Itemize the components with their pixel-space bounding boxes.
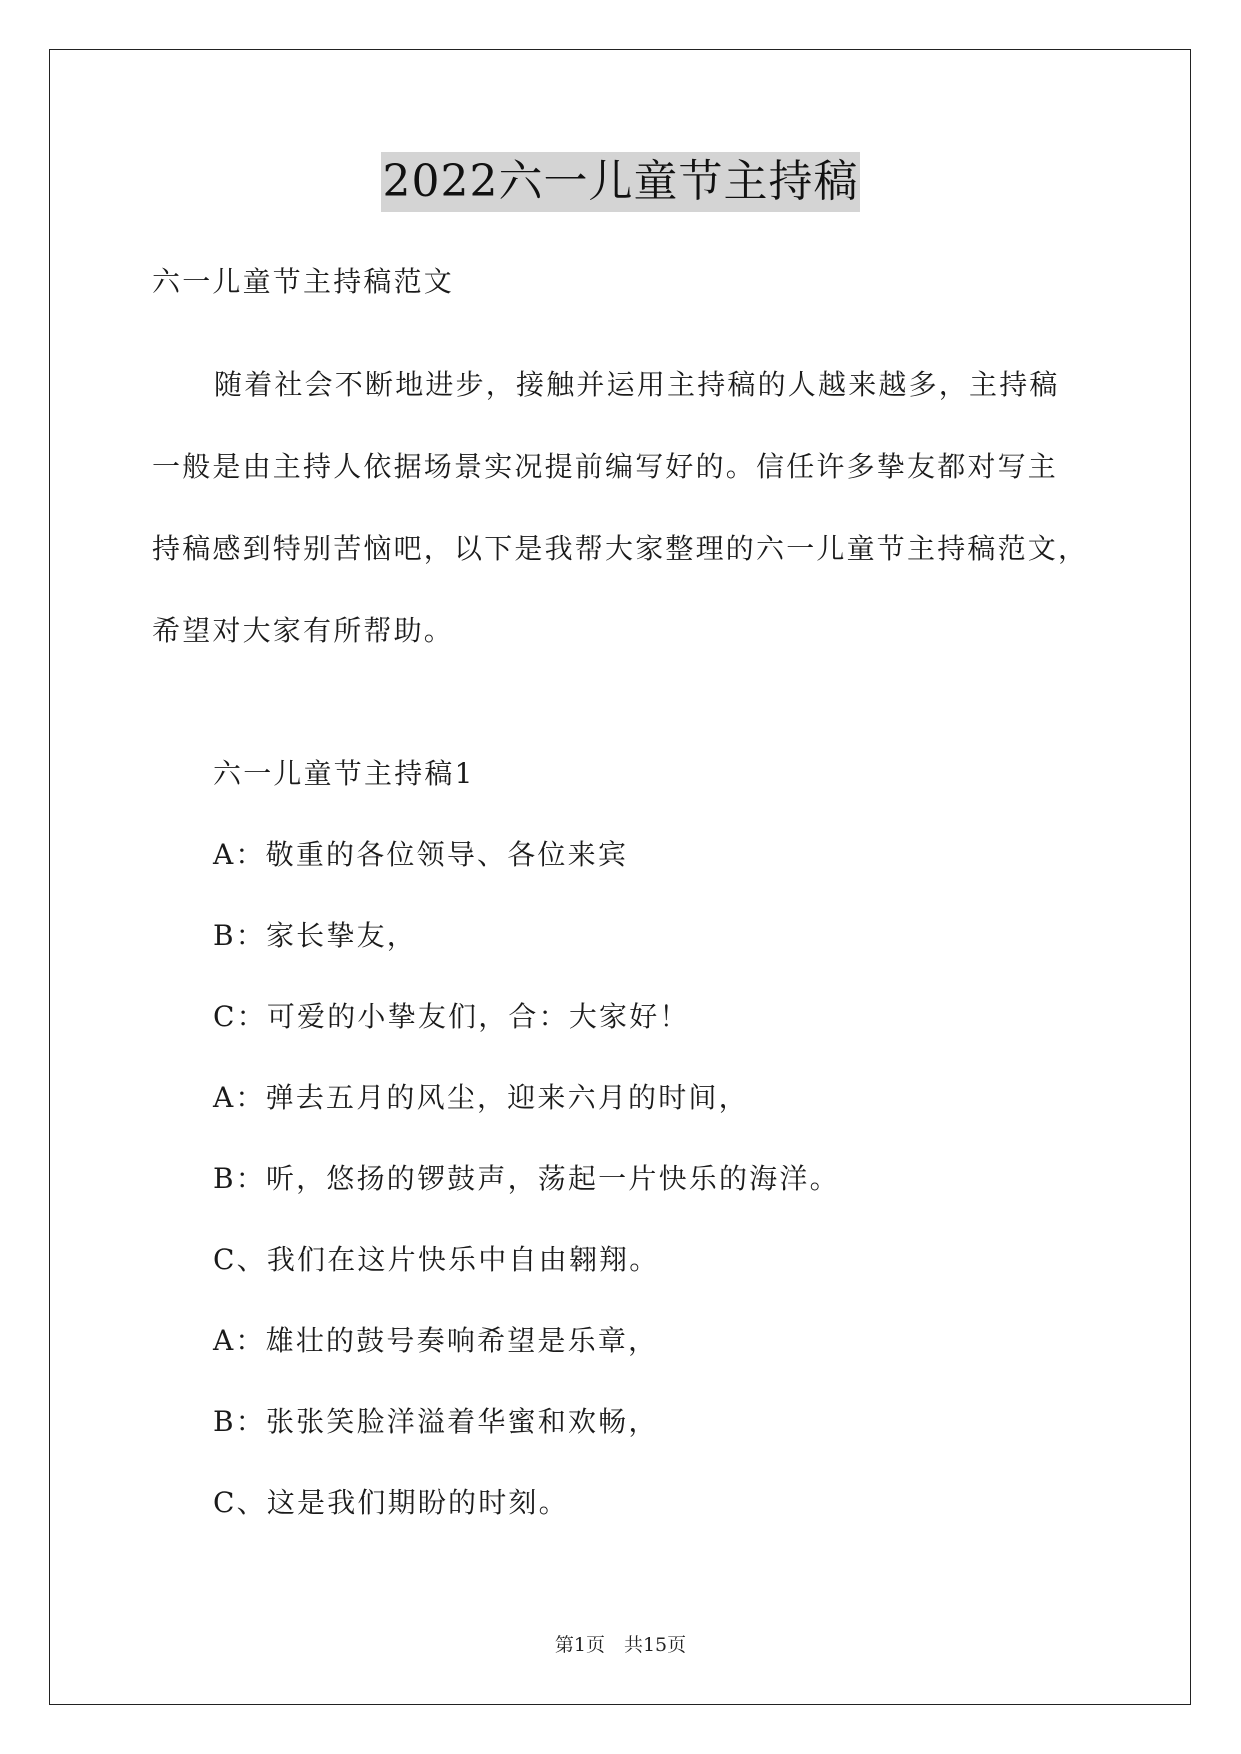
dialog-line: B：张张笑脸洋溢着华蜜和欢畅， — [213, 1405, 659, 1438]
dialog-line: C、我们在这片快乐中自由翱翔。 — [213, 1243, 660, 1276]
dialog-line: C、这是我们期盼的时刻。 — [213, 1486, 569, 1519]
dialog-line: A：弹去五月的风尘，迎来六月的时间， — [213, 1081, 749, 1114]
intro-line: 随着社会不断地进步，接触并运用主持稿的人越来越多，主持稿 — [214, 368, 1060, 401]
document-title: 2022六一儿童节主持稿 — [381, 152, 861, 212]
intro-line: 一般是由主持人依据场景实况提前编写好的。信任许多挚友都对写主 — [152, 450, 1059, 483]
document-subtitle: 六一儿童节主持稿范文 — [152, 265, 455, 298]
dialog-line: C：可爱的小挚友们，合：大家好！ — [213, 1000, 690, 1033]
title-container — [0, 152, 1241, 212]
dialog-line: B：听，悠扬的锣鼓声，荡起一片快乐的海洋。 — [213, 1162, 840, 1195]
section-heading: 六一儿童节主持稿1 — [213, 757, 475, 790]
dialog-line: A：雄壮的鼓号奏响希望是乐章， — [213, 1324, 659, 1357]
intro-line: 希望对大家有所帮助。 — [152, 614, 455, 647]
intro-paragraph — [152, 344, 1112, 672]
intro-line: 持稿感到特别苦恼吧，以下是我帮大家整理的六一儿童节主持稿范文， — [152, 532, 1089, 565]
dialog-line: A：敬重的各位领导、各位来宾 — [213, 838, 629, 871]
page-number-footer: 第1页 共15页 — [554, 1634, 687, 1656]
dialog-line: B：家长挚友， — [213, 919, 417, 952]
script-dialog — [213, 754, 840, 1564]
